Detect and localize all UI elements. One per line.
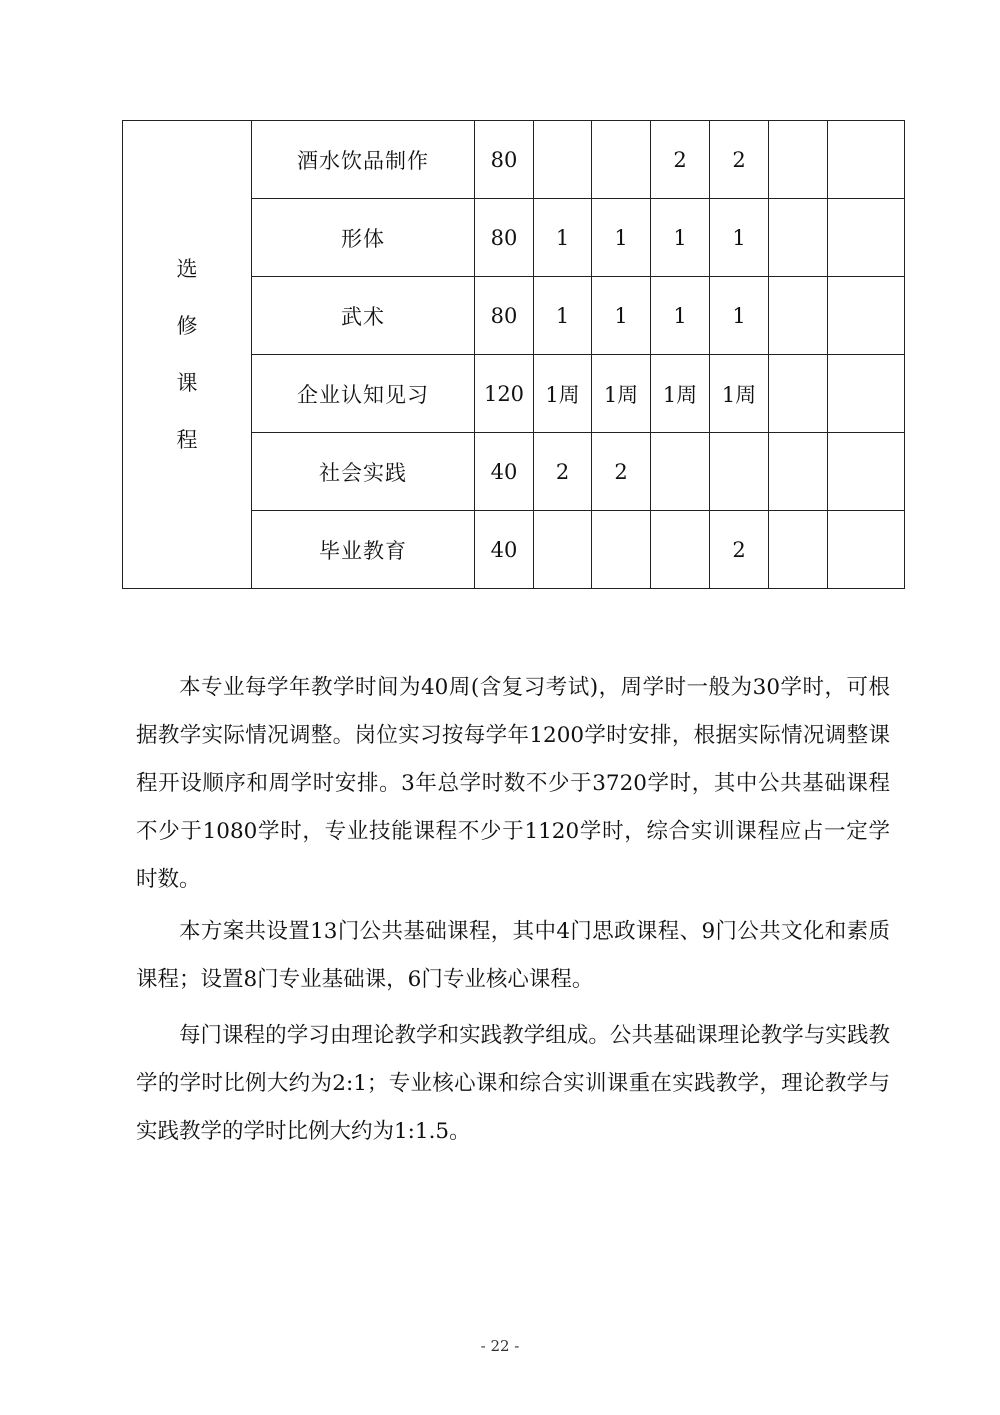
course-hours: 80 [475, 121, 534, 199]
group-label-char: 选 [176, 256, 198, 281]
term-cell: 1 [651, 199, 710, 277]
term-cell: 1 [592, 277, 651, 355]
term-cell: 1周 [534, 355, 592, 433]
term-cell: 2 [710, 511, 769, 589]
term-cell: 1 [710, 199, 769, 277]
table-row [123, 121, 905, 199]
term-cell: 1周 [651, 355, 710, 433]
course-name: 形体 [252, 199, 475, 277]
term-cell: 2 [592, 433, 651, 511]
term-cell: 1周 [592, 355, 651, 433]
term-cell [828, 511, 905, 589]
term-cell [534, 121, 592, 199]
term-cell: 2 [651, 121, 710, 199]
course-name: 企业认知见习 [252, 355, 475, 433]
term-cell [769, 511, 828, 589]
term-cell [769, 277, 828, 355]
term-cell: 1 [651, 277, 710, 355]
course-hours: 40 [475, 433, 534, 511]
term-cell [710, 433, 769, 511]
term-cell: 1 [534, 199, 592, 277]
group-label-char: 程 [176, 427, 198, 452]
group-label-char: 修 [176, 313, 198, 338]
elective-course-table [122, 120, 905, 589]
term-cell: 2 [534, 433, 592, 511]
course-hours: 40 [475, 511, 534, 589]
term-cell: 1 [710, 277, 769, 355]
term-cell [828, 355, 905, 433]
term-cell [534, 511, 592, 589]
term-cell [828, 277, 905, 355]
term-cell: 1 [592, 199, 651, 277]
group-label-char: 课 [176, 370, 198, 395]
term-cell [651, 433, 710, 511]
term-cell [769, 355, 828, 433]
term-cell [769, 433, 828, 511]
term-cell [828, 121, 905, 199]
course-group-label [123, 121, 252, 589]
term-cell [592, 511, 651, 589]
course-hours: 80 [475, 277, 534, 355]
paragraph-course-setup: 本方案共设置13门公共基础课程，其中4门思政课程、9门公共文化和素质课程；设置8门专业基础课，6门专业核心课程。 [136, 919, 890, 992]
term-cell [828, 199, 905, 277]
course-name: 酒水饮品制作 [252, 121, 475, 199]
term-cell [592, 121, 651, 199]
course-hours: 80 [475, 199, 534, 277]
course-name: 毕业教育 [252, 511, 475, 589]
term-cell [769, 199, 828, 277]
course-name: 社会实践 [252, 433, 475, 511]
course-hours: 120 [475, 355, 534, 433]
paragraph-teaching-hours: 本专业每学年教学时间为40周(含复习考试)，周学时一般为30学时，可根据教学实际情况调整。岗位实习按每学年1200学时安排，根据实际情况调整课程开设顺序和周学时安排。3年总学时数不少于3720学时，其中公共基础课程不少于1080学时，专业技能课程不少于1120学时，综合实训课程应占一定学时数。 [136, 675, 890, 892]
term-cell: 1 [534, 277, 592, 355]
term-cell [828, 433, 905, 511]
term-cell: 1周 [710, 355, 769, 433]
term-cell [651, 511, 710, 589]
paragraph-theory-practice-ratio: 每门课程的学习由理论教学和实践教学组成。公共基础课理论教学与实践教学的学时比例大约为2:1；专业核心课和综合实训课重在实践教学，理论教学与实践教学的学时比例大约为1:1.5。 [136, 1023, 890, 1144]
term-cell: 2 [710, 121, 769, 199]
page-number: - 22 - [480, 1337, 520, 1355]
term-cell [769, 121, 828, 199]
course-name: 武术 [252, 277, 475, 355]
